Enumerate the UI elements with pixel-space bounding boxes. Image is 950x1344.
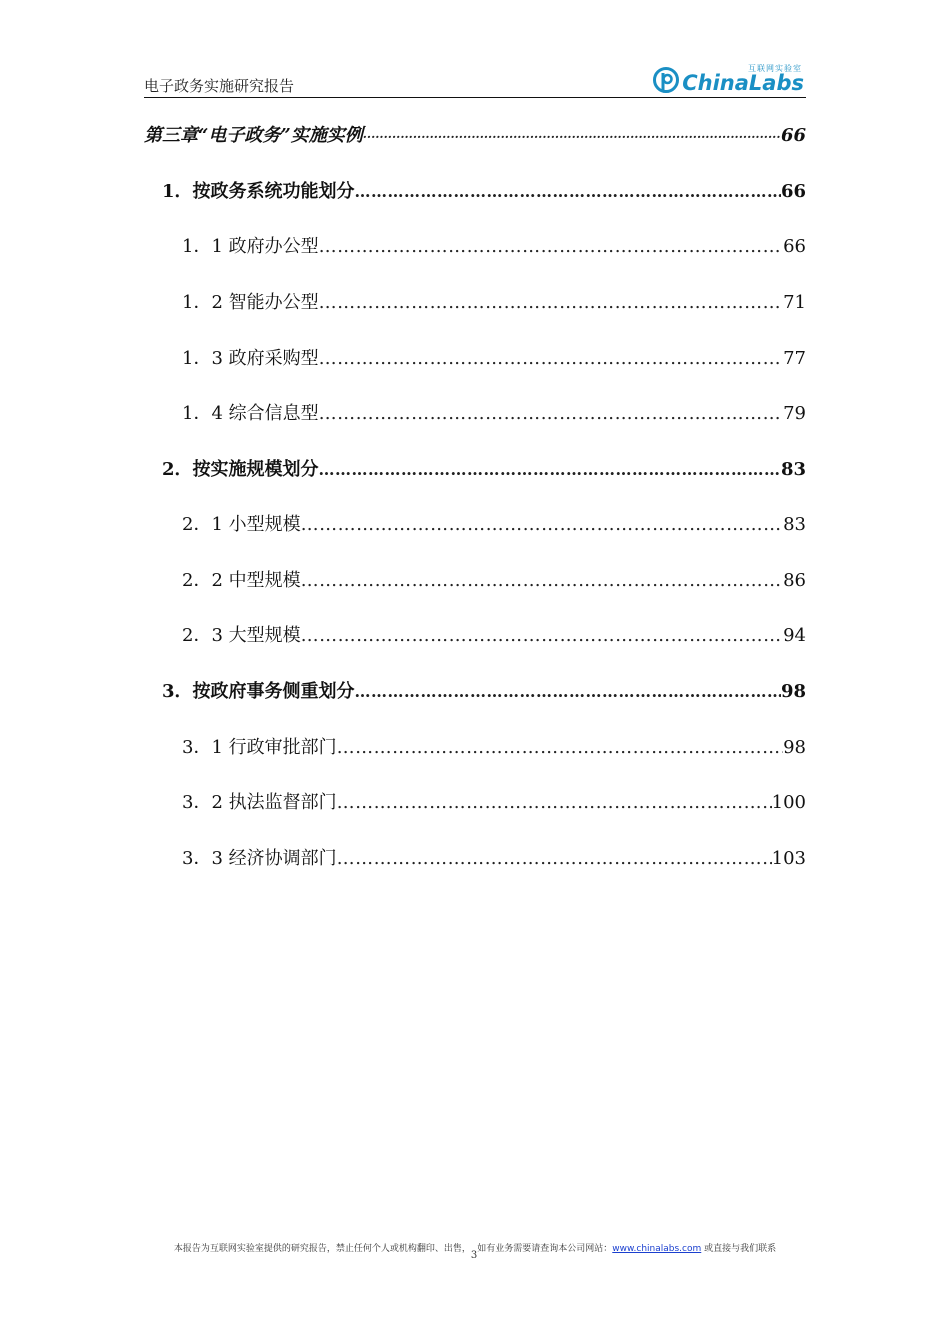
toc-leader-dots [319,290,783,316]
toc-leader-dots [319,457,781,483]
toc-entry-page: 98 [780,681,806,702]
toc-leader-dots [363,124,781,150]
toc-entry-label: 3．2 执法监督部门 [182,792,337,813]
footer-contact-suffix: 或直接与我们联系 [701,1244,777,1254]
toc-entry-page: 77 [783,348,806,369]
toc-entry-label: 第三章“电子政务”实施实例 [144,125,363,146]
toc-entry-label: 2．3 大型规模 [182,625,301,646]
toc-entry[interactable] [144,234,806,260]
toc-entry-page: 103 [771,848,806,869]
toc-entry[interactable] [144,735,806,761]
toc-entry-label: 1．4 综合信息型 [182,403,319,424]
website-link[interactable]: www.chinalabs.com [612,1244,702,1254]
page-footer [0,1241,950,1261]
toc-entry-page: 83 [783,514,806,535]
toc-entry[interactable] [144,679,806,705]
toc-entry-label: 1．按政务系统功能划分 [162,181,355,202]
toc-leader-dots [355,679,781,705]
toc-leader-dots [301,512,783,538]
toc-entry[interactable] [144,290,806,316]
logo-subtext: 互联网实验室 [748,64,802,73]
toc-leader-dots [319,234,783,260]
toc-entry-label: 2．按实施规模划分 [162,459,319,480]
toc-entry-page: 71 [783,292,806,313]
toc-leader-dots [337,735,783,761]
toc-leader-dots [337,790,772,816]
toc-entry-label: 1．2 智能办公型 [182,292,319,313]
toc-leader-dots [319,401,783,427]
toc-entry-page: 100 [771,792,806,813]
document-title: 电子政务实施研究报告 [144,77,295,95]
toc-entry-label: 1．1 政府办公型 [182,236,319,257]
toc-entry[interactable] [144,179,806,205]
toc-entry-page: 79 [783,403,806,424]
toc-leader-dots [301,623,783,649]
toc-entry-page: 66 [780,125,806,146]
page-number: 3 [470,1250,478,1261]
toc-entry-page: 94 [783,625,806,646]
toc-entry[interactable] [144,457,806,483]
toc-entry[interactable] [144,568,806,594]
header-divider [144,97,806,98]
toc-entry-page: 98 [783,737,806,758]
chinalabs-logo-icon [652,64,680,94]
toc-entry[interactable] [144,123,806,149]
chinalabs-logo [652,62,804,94]
toc-entry-label: 3．3 经济协调部门 [182,848,337,869]
toc-entry[interactable] [144,790,806,816]
toc-entry-page: 83 [780,459,806,480]
toc-entry-page: 66 [780,181,806,202]
toc-entry-label: 3．按政府事务侧重划分 [162,681,355,702]
toc-entry-label: 3．1 行政审批部门 [182,737,337,758]
toc-leader-dots [319,346,783,372]
toc-leader-dots [301,568,783,594]
logo-wordmark: ChinaLabs [682,71,804,95]
footer-notice: 本报告为互联网实验室提供的研究报告，禁止任何个人或机构翻印、出售， [173,1244,471,1254]
toc-entry[interactable] [144,346,806,372]
toc-entry-label: 2．2 中型规模 [182,570,301,591]
toc-entry-label: 2．1 小型规模 [182,514,301,535]
toc-entry-page: 86 [783,570,806,591]
toc-leader-dots [337,846,772,872]
toc-entry[interactable] [144,846,806,872]
page-header [144,60,806,98]
toc-entry[interactable] [144,512,806,538]
toc-leader-dots [355,179,781,205]
toc-entry-label: 1．3 政府采购型 [182,348,319,369]
toc-entry[interactable] [144,401,806,427]
toc-entry-page: 66 [783,236,806,257]
toc-entry[interactable] [144,623,806,649]
footer-contact: 如有业务需要请查询本公司网站： [477,1244,613,1254]
